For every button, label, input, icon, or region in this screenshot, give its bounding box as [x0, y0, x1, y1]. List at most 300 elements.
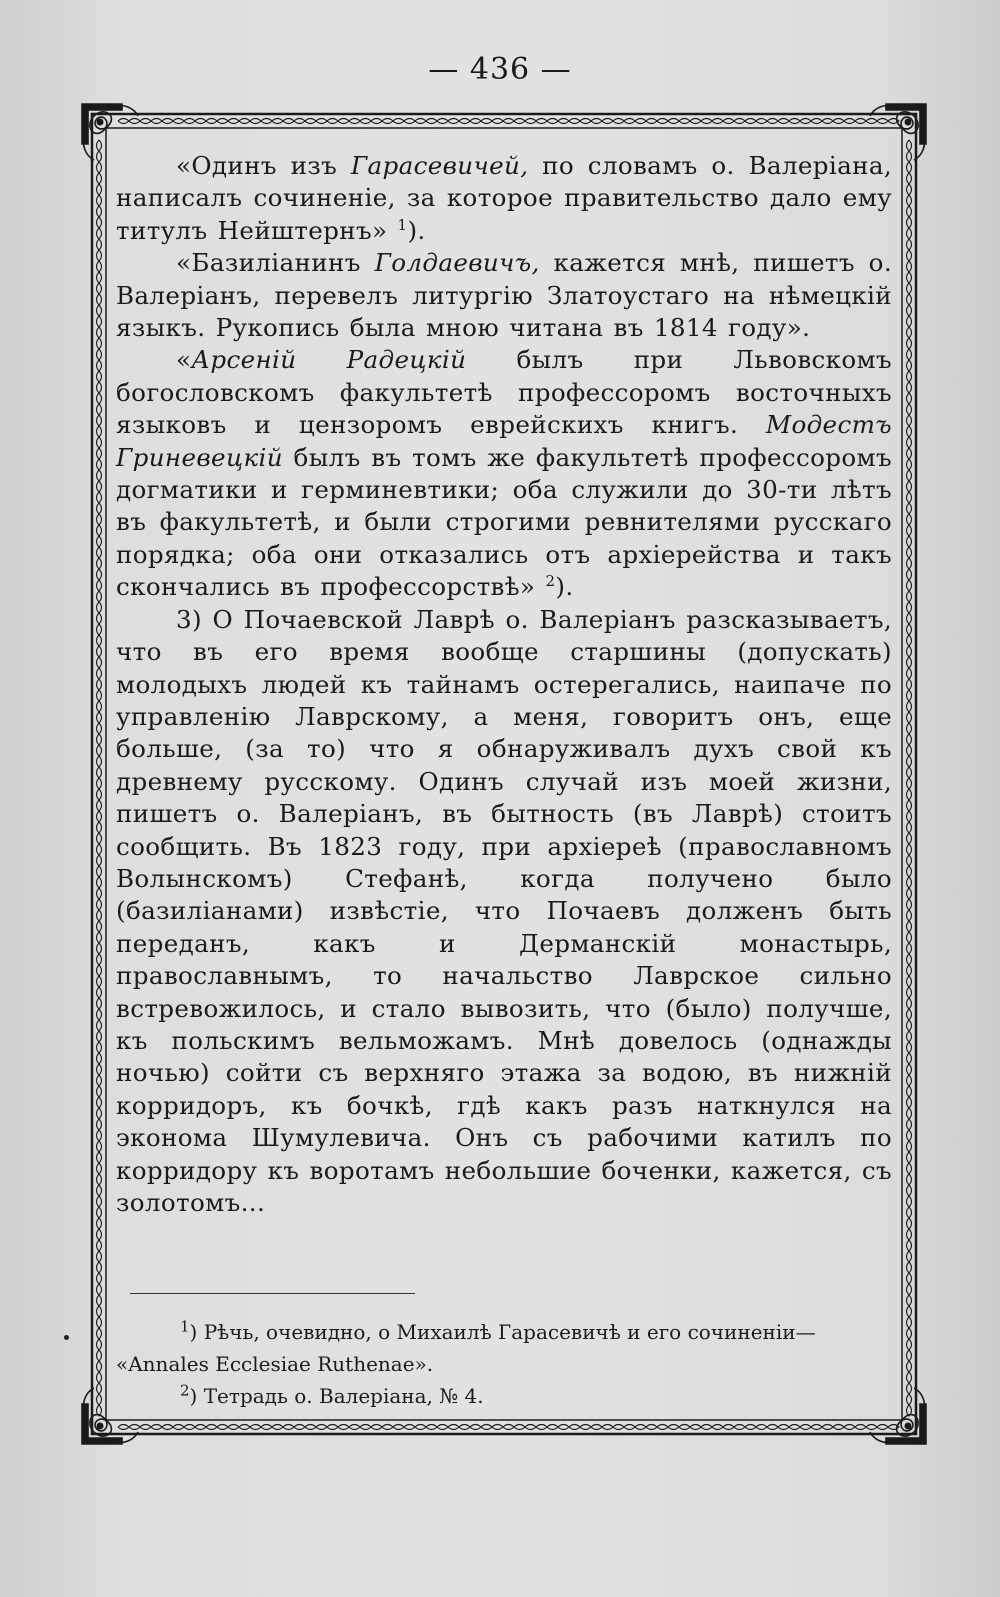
- chain-link: [316, 119, 327, 124]
- footnote-2-text: ) Тетрадь о. Валеріана, № 4.: [189, 1384, 484, 1408]
- chain-link: [907, 1130, 912, 1141]
- footnote-1: [116, 1316, 892, 1348]
- chain-link: [907, 1075, 912, 1086]
- chain-link: [811, 1425, 822, 1430]
- chain-link: [907, 360, 912, 371]
- chain-link: [97, 877, 102, 888]
- chain-link: [907, 1317, 912, 1328]
- chain-link: [907, 1284, 912, 1295]
- chain-link: [503, 1425, 514, 1430]
- chain-link: [723, 1425, 734, 1430]
- chain-link: [907, 195, 912, 206]
- chain-link: [151, 119, 162, 124]
- chain-link: [907, 558, 912, 569]
- chain-link: [97, 646, 102, 657]
- chain-link: [547, 119, 558, 124]
- chain-link: [907, 250, 912, 261]
- chain-link: [97, 844, 102, 855]
- chain-link: [907, 778, 912, 789]
- chain-link: [536, 119, 547, 124]
- footnote-2-marker: 2: [180, 1381, 190, 1400]
- chain-link: [97, 1163, 102, 1174]
- chain-link: [907, 1328, 912, 1339]
- chain-link: [97, 734, 102, 745]
- chain-link: [907, 998, 912, 1009]
- chain-link: [907, 316, 912, 327]
- chain-link: [907, 1053, 912, 1064]
- chain-link: [97, 866, 102, 877]
- chain-link: [907, 1218, 912, 1229]
- chain-link: [907, 1108, 912, 1119]
- footnote-1-continuation: «Annales Ecclesiae Ruthenae».: [116, 1352, 434, 1376]
- chain-link: [261, 1425, 272, 1430]
- chain-link: [907, 569, 912, 580]
- chain-link: [97, 1339, 102, 1350]
- chain-link: [907, 459, 912, 470]
- chain-link: [877, 119, 888, 124]
- chain-link: [907, 954, 912, 965]
- chain-link: [459, 119, 470, 124]
- chain-link: [756, 1425, 767, 1430]
- chain-link: [97, 910, 102, 921]
- chain-link: [907, 866, 912, 877]
- chain-link: [97, 1273, 102, 1284]
- chain-link: [907, 987, 912, 998]
- chain-link: [217, 1425, 228, 1430]
- paragraph-2: [116, 247, 892, 344]
- chain-link: [907, 1031, 912, 1042]
- chain-link: [97, 1108, 102, 1119]
- chain-link: [97, 1020, 102, 1031]
- chain-link: [305, 1425, 316, 1430]
- text-run: «Одинъ изъ: [176, 151, 351, 180]
- chain-link: [907, 1163, 912, 1174]
- chain-link: [907, 349, 912, 360]
- chain-link: [129, 119, 140, 124]
- chain-link: [907, 690, 912, 701]
- chain-link: [907, 448, 912, 459]
- chain-link: [492, 119, 503, 124]
- chain-link: [907, 492, 912, 503]
- chain-link: [228, 1425, 239, 1430]
- chain-link: [97, 1262, 102, 1273]
- chain-link: [492, 1425, 503, 1430]
- chain-link: [712, 119, 723, 124]
- chain-link: [97, 151, 102, 162]
- chain-link: [907, 613, 912, 624]
- chain-link: [481, 119, 492, 124]
- chain-link: [97, 690, 102, 701]
- chain-link: [844, 119, 855, 124]
- chain-link: [679, 119, 690, 124]
- chain-link: [97, 591, 102, 602]
- chain-link: [580, 1425, 591, 1430]
- chain-link: [907, 426, 912, 437]
- chain-link: [907, 1119, 912, 1130]
- chain-link: [97, 800, 102, 811]
- chain-link: [97, 261, 102, 272]
- corner-dot: [97, 119, 104, 126]
- chain-link: [907, 228, 912, 239]
- corner-dot: [905, 119, 912, 126]
- chain-link: [97, 1317, 102, 1328]
- chain-link: [811, 119, 822, 124]
- chain-link: [907, 646, 912, 657]
- chain-link: [701, 119, 712, 124]
- chain-link: [97, 712, 102, 723]
- text-run: былъ въ томъ же факультетѣ профессоромъ догматики и герминевтики; оба служили до 30-ти лѣтъ въ факультетѣ, и были строгими ревнителями русскаго порядка; оба они отказались отъ архіерейства и такъ скончались въ профессорствѣ»: [116, 442, 892, 602]
- chain-link: [371, 119, 382, 124]
- chain-link: [97, 1251, 102, 1262]
- chain-link: [844, 1425, 855, 1430]
- chain-link: [907, 547, 912, 558]
- chain-link: [907, 1339, 912, 1350]
- corner-dot: [97, 1423, 104, 1430]
- chain-link: [907, 822, 912, 833]
- chain-link: [239, 119, 250, 124]
- chain-link: [371, 1425, 382, 1430]
- chain-link: [907, 943, 912, 954]
- chain-link: [97, 1152, 102, 1163]
- chain-link: [97, 294, 102, 305]
- chain-link: [624, 119, 635, 124]
- chain-link: [907, 525, 912, 536]
- chain-link: [97, 668, 102, 679]
- chain-link: [294, 119, 305, 124]
- chain-link: [140, 1425, 151, 1430]
- italic-name: Арсеній Радецкій: [191, 345, 467, 375]
- chain-link: [195, 119, 206, 124]
- chain-link: [250, 1425, 261, 1430]
- chain-link: [668, 1425, 679, 1430]
- paragraph-1: [116, 150, 892, 247]
- chain-link: [294, 1425, 305, 1430]
- chain-link: [723, 119, 734, 124]
- chain-link: [907, 140, 912, 151]
- chain-link: [907, 1042, 912, 1053]
- chain-link: [97, 228, 102, 239]
- chain-link: [97, 382, 102, 393]
- chain-link: [426, 1425, 437, 1430]
- chain-link: [97, 459, 102, 470]
- chain-link: [239, 1425, 250, 1430]
- chain-link: [97, 569, 102, 580]
- corner-dot: [905, 1423, 912, 1430]
- chain-link: [657, 1425, 668, 1430]
- chain-link: [907, 294, 912, 305]
- paragraph-4: [116, 604, 892, 1220]
- chain-link: [907, 1141, 912, 1152]
- chain-link: [97, 437, 102, 448]
- chain-link: [97, 1350, 102, 1361]
- chain-link: [907, 1009, 912, 1020]
- chain-link: [97, 602, 102, 613]
- chain-link: [459, 1425, 470, 1430]
- chain-link: [536, 1425, 547, 1430]
- chain-link: [97, 976, 102, 987]
- chain-link: [97, 239, 102, 250]
- chain-link: [250, 119, 261, 124]
- chain-link: [907, 833, 912, 844]
- chain-link: [97, 283, 102, 294]
- chain-link: [907, 844, 912, 855]
- chain-link: [97, 426, 102, 437]
- chain-link: [745, 119, 756, 124]
- chain-link: [338, 1425, 349, 1430]
- chain-link: [833, 1425, 844, 1430]
- chain-link: [283, 119, 294, 124]
- chain-link: [907, 1251, 912, 1262]
- chain-link: [97, 767, 102, 778]
- chain-link: [349, 1425, 360, 1430]
- text-run: былъ при Львовскомъ богословскомъ факультетѣ профессоромъ восточныхъ языковъ и цензоромъ еврейскихъ книгъ.: [116, 345, 892, 440]
- chain-link: [907, 173, 912, 184]
- chain-link: [97, 756, 102, 767]
- main-text: [116, 150, 892, 1219]
- chain-link: [690, 1425, 701, 1430]
- chain-link: [393, 1425, 404, 1430]
- chain-link: [866, 119, 877, 124]
- chain-link: [97, 1383, 102, 1394]
- chain-link: [569, 1425, 580, 1430]
- chain-link: [97, 327, 102, 338]
- chain-link: [448, 119, 459, 124]
- chain-link: [624, 1425, 635, 1430]
- chain-link: [602, 119, 613, 124]
- chain-link: [97, 470, 102, 481]
- chain-link: [481, 1425, 492, 1430]
- chain-link: [907, 800, 912, 811]
- chain-link: [907, 789, 912, 800]
- chain-link: [907, 976, 912, 987]
- chain-link: [97, 855, 102, 866]
- chain-link: [907, 1306, 912, 1317]
- footnote-divider: [130, 1293, 415, 1294]
- chain-link: [97, 701, 102, 712]
- chain-link: [646, 1425, 657, 1430]
- chain-link: [907, 1064, 912, 1075]
- chain-link: [97, 789, 102, 800]
- chain-link: [907, 1196, 912, 1207]
- chain-link: [503, 119, 514, 124]
- chain-link: [195, 1425, 206, 1430]
- chain-link: [907, 1207, 912, 1218]
- chain-link: [97, 525, 102, 536]
- chain-link: [907, 1097, 912, 1108]
- chain-link: [404, 119, 415, 124]
- chain-link: [514, 1425, 525, 1430]
- chain-link: [129, 1425, 140, 1430]
- chain-link: [97, 536, 102, 547]
- chain-link: [437, 1425, 448, 1430]
- chain-link: [272, 119, 283, 124]
- chain-link: [382, 1425, 393, 1430]
- chain-link: [907, 855, 912, 866]
- chain-link: [907, 580, 912, 591]
- chain-link: [907, 217, 912, 228]
- text-run: ).: [555, 572, 574, 602]
- chain-link: [97, 393, 102, 404]
- chain-link: [97, 987, 102, 998]
- chain-link: [97, 1130, 102, 1141]
- chain-link: [613, 1425, 624, 1430]
- chain-link: [162, 119, 173, 124]
- chain-link: [907, 151, 912, 162]
- chain-link: [206, 1425, 217, 1430]
- chain-link: [97, 1174, 102, 1185]
- chain-link: [668, 119, 679, 124]
- chain-link: [97, 1075, 102, 1086]
- chain-link: [907, 305, 912, 316]
- chain-link: [97, 1064, 102, 1075]
- chain-link: [907, 1295, 912, 1306]
- chain-link: [907, 1229, 912, 1240]
- chain-link: [97, 206, 102, 217]
- chain-link: [907, 734, 912, 745]
- chain-link: [327, 1425, 338, 1430]
- chain-link: [206, 119, 217, 124]
- chain-link: [97, 415, 102, 426]
- chain-link: [261, 119, 272, 124]
- chain-link: [907, 602, 912, 613]
- chain-link: [97, 481, 102, 492]
- chain-link: [907, 338, 912, 349]
- chain-link: [907, 206, 912, 217]
- chain-link: [97, 778, 102, 789]
- chain-link: [701, 1425, 712, 1430]
- chain-link: [907, 1350, 912, 1361]
- chain-link: [97, 1306, 102, 1317]
- chain-link: [907, 932, 912, 943]
- chain-link: [800, 1425, 811, 1430]
- chain-link: [151, 1425, 162, 1430]
- chain-link: [97, 1240, 102, 1251]
- chain-link: [907, 624, 912, 635]
- chain-link: [97, 1185, 102, 1196]
- chain-link: [393, 119, 404, 124]
- chain-link: [907, 591, 912, 602]
- chain-link: [97, 1361, 102, 1372]
- chain-link: [97, 338, 102, 349]
- chain-link: [184, 119, 195, 124]
- chain-link: [97, 1009, 102, 1020]
- footnote-ref: 2: [545, 572, 556, 591]
- chain-link: [907, 415, 912, 426]
- chain-link: [97, 1295, 102, 1306]
- chain-link: [97, 1086, 102, 1097]
- chain-link: [907, 877, 912, 888]
- chain-link: [97, 1141, 102, 1152]
- chain-link: [525, 119, 536, 124]
- chain-link: [907, 272, 912, 283]
- chain-link: [789, 119, 800, 124]
- chain-link: [97, 448, 102, 459]
- chain-link: [679, 1425, 690, 1430]
- chain-link: [448, 1425, 459, 1430]
- text-run: ).: [407, 215, 426, 245]
- ink-speck: [64, 1335, 69, 1340]
- chain-link: [97, 1119, 102, 1130]
- chain-link: [734, 119, 745, 124]
- chain-link: [327, 119, 338, 124]
- chain-link: [426, 119, 437, 124]
- chain-link: [97, 580, 102, 591]
- chain-link: [734, 1425, 745, 1430]
- italic-name: Модестъ Гриневецкій: [116, 410, 892, 472]
- chain-link: [97, 932, 102, 943]
- chain-link: [97, 1372, 102, 1383]
- chain-link: [97, 723, 102, 734]
- chain-link: [907, 723, 912, 734]
- chain-link: [712, 1425, 723, 1430]
- chain-link: [907, 1262, 912, 1273]
- chain-link: [907, 1383, 912, 1394]
- chain-link: [97, 1218, 102, 1229]
- chain-link: [514, 119, 525, 124]
- chain-link: [907, 679, 912, 690]
- chain-link: [767, 1425, 778, 1430]
- chain-link: [316, 1425, 327, 1430]
- chain-link: [97, 679, 102, 690]
- chain-link: [97, 404, 102, 415]
- chain-link: [97, 833, 102, 844]
- chain-link: [97, 1229, 102, 1240]
- text-run: по словамъ о. Валеріана, написалъ сочиненіе, за которое правительство дало ему титулъ Нейштернъ»: [116, 151, 892, 245]
- chain-link: [415, 119, 426, 124]
- chain-link: [907, 393, 912, 404]
- chain-link: [907, 283, 912, 294]
- chain-link: [360, 1425, 371, 1430]
- chain-link: [767, 119, 778, 124]
- chain-link: [907, 965, 912, 976]
- chain-link: [907, 1361, 912, 1372]
- chain-link: [338, 119, 349, 124]
- chain-link: [646, 119, 657, 124]
- chain-link: [97, 217, 102, 228]
- chain-link: [97, 965, 102, 976]
- chain-link: [558, 1425, 569, 1430]
- chain-link: [97, 954, 102, 965]
- paragraph-3: [116, 344, 892, 603]
- chain-link: [800, 119, 811, 124]
- chain-link: [907, 756, 912, 767]
- chain-link: [97, 492, 102, 503]
- chain-link: [907, 1394, 912, 1405]
- chain-link: [907, 899, 912, 910]
- footnote-2: [116, 1380, 892, 1412]
- chain-link: [635, 119, 646, 124]
- chain-link: [907, 668, 912, 679]
- chain-link: [382, 119, 393, 124]
- chain-link: [525, 1425, 536, 1430]
- chain-link: [907, 1152, 912, 1163]
- chain-link: [907, 1372, 912, 1383]
- chain-link: [97, 514, 102, 525]
- chain-link: [907, 657, 912, 668]
- chain-link: [415, 1425, 426, 1430]
- chain-link: [97, 613, 102, 624]
- chain-link: [97, 811, 102, 822]
- chain-link: [833, 119, 844, 124]
- chain-link: [173, 119, 184, 124]
- chain-link: [907, 888, 912, 899]
- chain-link: [97, 371, 102, 382]
- italic-name: Голдаевичъ,: [374, 248, 540, 278]
- chain-link: [437, 119, 448, 124]
- chain-link: [855, 119, 866, 124]
- chain-link: [97, 1042, 102, 1053]
- chain-link: [404, 1425, 415, 1430]
